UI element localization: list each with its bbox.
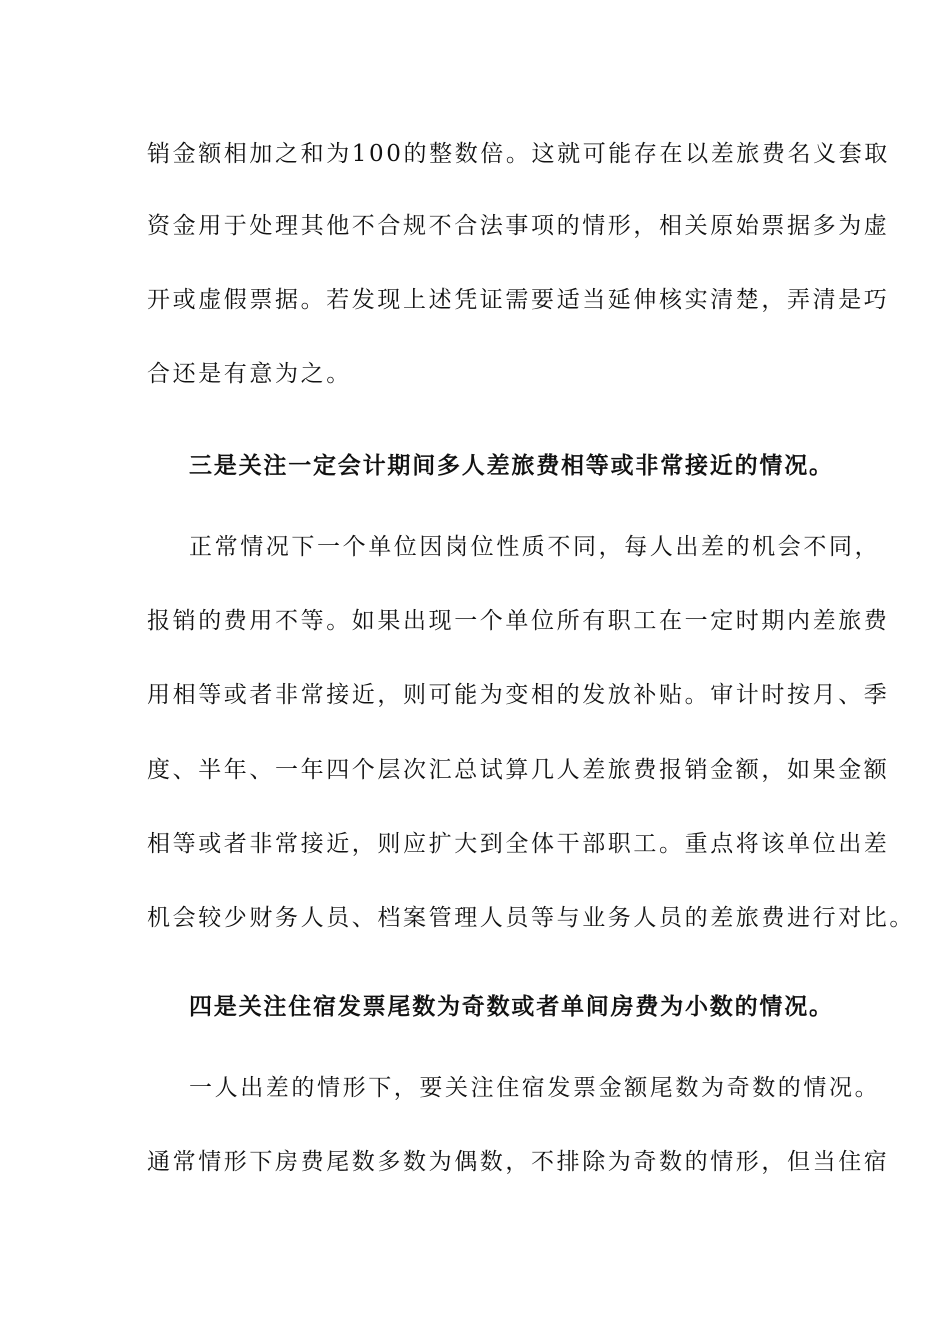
section-heading: 三是关注一定会计期间多人差旅费相等或非常接近的情况。	[189, 452, 834, 479]
section-heading: 四是关注住宿发票尾数为奇数或者单间房费为小数的情况。	[189, 993, 834, 1020]
body-line: 正常情况下一个单位因岗位性质不同，每人出差的机会不同，	[189, 534, 881, 560]
body-line: 度、半年、一年四个层次汇总试算几人差旅费报销金额，如果金额	[147, 757, 890, 783]
body-line: 报销的费用不等。如果出现一个单位所有职工在一定时期内差旅费	[147, 608, 890, 634]
body-line: 相等或者非常接近，则应扩大到全体干部职工。重点将该单位出差	[147, 831, 890, 857]
body-line: 资金用于处理其他不合规不合法事项的情形，相关原始票据多为虚	[147, 213, 890, 239]
body-line: 销金额相加之和为100的整数倍。这就可能存在以差旅费名义套取	[147, 141, 890, 167]
body-line: 通常情形下房费尾数多数为偶数，不排除为奇数的情形，但当住宿	[147, 1149, 890, 1175]
body-line: 开或虚假票据。若发现上述凭证需要适当延伸核实清楚，弄清是巧	[147, 287, 890, 313]
body-line: 机会较少财务人员、档案管理人员等与业务人员的差旅费进行对比。	[147, 905, 915, 931]
body-line: 一人出差的情形下，要关注住宿发票金额尾数为奇数的情况。	[189, 1075, 881, 1101]
body-line: 合还是有意为之。	[147, 361, 352, 387]
body-line: 用相等或者非常接近，则可能为变相的发放补贴。审计时按月、季	[147, 682, 890, 708]
